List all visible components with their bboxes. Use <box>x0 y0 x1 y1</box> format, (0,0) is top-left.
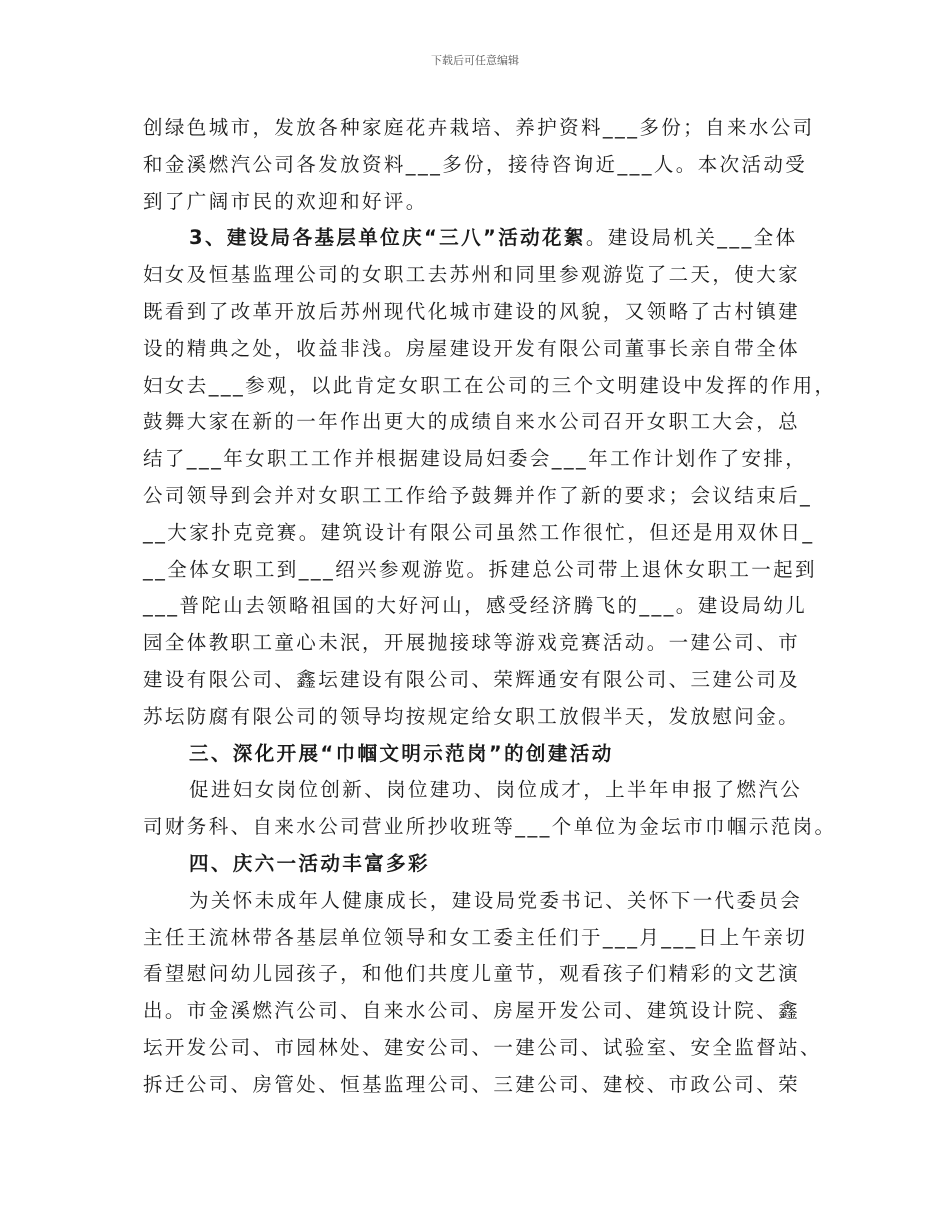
text-line: 妇女及恒基监理公司的女职工去苏州和同里参观游览了二天，使大家 <box>143 263 801 287</box>
text-line: 出。市金溪燃汽公司、自来水公司、房屋开发公司、建筑设计院、鑫 <box>143 999 801 1023</box>
text-line: 到了广阔市民的欢迎和好评。 <box>143 189 428 213</box>
text-line: 公司领导到会并对女职工工作给予鼓舞并作了新的要求；会议结束后_ <box>143 483 813 507</box>
text-line: 妇女去___参观，以此肯定女职工在公司的三个文明建设中发挥的作用， <box>143 373 837 397</box>
text-line: 建设有限公司、鑫坛建设有限公司、荣辉通安有限公司、三建公司及 <box>143 667 801 691</box>
section-3-first-text: 。建设局机关___全体 <box>585 226 798 250</box>
text-line: 为关怀未成年人健康成长，建设局党委书记、关怀下一代委员会 <box>189 888 803 912</box>
text-line: 园全体教职工童心未泯，开展抛接球等游戏竞赛活动。一建公司、市 <box>143 631 801 655</box>
paragraph-heading-line <box>143 220 833 257</box>
text-line: ___普陀山去领略祖国的大好河山，感受经济腾飞的___。建设局幼儿 <box>143 594 808 618</box>
text-line: 主任王流林带各基层单位领导和女工委主任们于___月___日上午亲切 <box>143 925 808 949</box>
page-header: 下载后可任意编辑 <box>431 54 519 67</box>
text-line: 看望慰问幼儿园孩子，和他们共度儿童节，观看孩子们精彩的文艺演 <box>143 962 801 986</box>
text-line: 和金溪燃汽公司各发放资料___多份，接待咨询近___人。本次活动受 <box>143 152 808 176</box>
text-line: 结了___年女职工工作并根据建设局妇委会___年工作计划作了安排， <box>143 447 808 471</box>
text-line: 司财务科、自来水公司营业所抄收班等___个单位为金坛市巾帼示范岗。 <box>143 815 837 839</box>
text-line: 创绿色城市，发放各种家庭花卉栽培、养护资料___多份；自来水公司 <box>143 116 815 139</box>
text-line: 鼓舞大家在新的一年作出更大的成绩自来水公司召开女职工大会，总 <box>143 410 801 434</box>
section-heading: 三、深化开展“巾帼文明示范岗”的创建活动 <box>189 741 614 765</box>
text-line: 拆迁公司、房管处、恒基监理公司、三建公司、建校、市政公司、荣 <box>143 1072 801 1096</box>
text-line: 设的精典之处，收益非浅。房屋建设开发有限公司董事长亲自带全体 <box>143 336 801 360</box>
text-line: 坛开发公司、市园林处、建安公司、一建公司、试验室、安全监督站、 <box>143 1035 822 1059</box>
text-line: __全体女职工到___绍兴参观游览。拆建总公司带上退休女职工一起到 <box>143 557 817 581</box>
text-line: 苏坛防腐有限公司的领导均按规定给女职工放假半天，发放慰问金。 <box>143 704 801 728</box>
section-3-heading: 3、建设局各基层单位庆“三八”活动花絮 <box>189 226 586 250</box>
document-body <box>143 110 837 1104</box>
section-heading: 四、庆六一活动丰富多彩 <box>189 851 430 875</box>
text-line: 促进妇女岗位创新、岗位建功、岗位成才，上半年申报了燃汽公 <box>189 778 803 802</box>
text-line: __大家扑克竞赛。建筑设计有限公司虽然工作很忙，但还是用双休日_ <box>143 520 815 544</box>
text-line: 既看到了改革开放后苏州现代化城市建设的风貌，又领略了古村镇建 <box>143 299 801 323</box>
